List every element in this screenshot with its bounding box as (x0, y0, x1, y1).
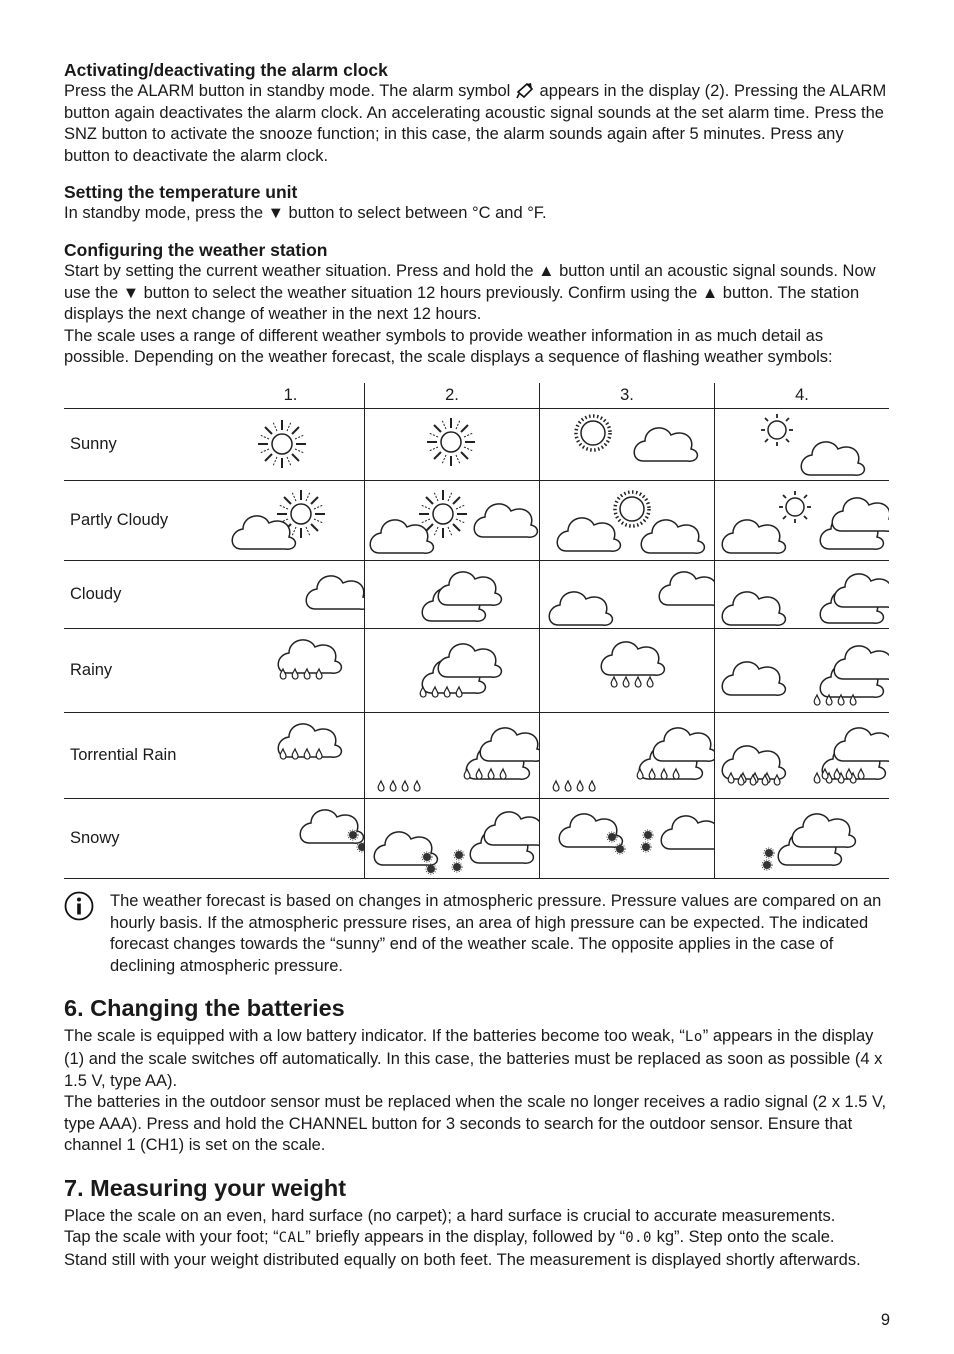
torrential-rain-icon (217, 713, 364, 797)
symbol-cell (715, 480, 890, 560)
partly-cloudy-icon (540, 481, 714, 559)
rain-icon (217, 629, 364, 711)
snow-icon (540, 799, 714, 877)
symbol-cell (365, 712, 540, 798)
row-label: Sunny (64, 408, 217, 480)
col-header: 2. (365, 383, 540, 409)
weight-heading: 7. Measuring your weight (64, 1174, 347, 1201)
sun-icon (365, 409, 539, 479)
weather-station-text1: Start by setting the current weather situation. Press and hold the ▲ button until an acoustic signal sounds. Now use the ▼ button to select the weather situation 12 hours previously. Confirm using the ▲ button. The station displays the next change of weather in the next 12 hours. (64, 261, 876, 324)
batteries-text1-a: The scale is equipped with a low battery indicator. If the batteries become too weak, “ (64, 1027, 685, 1046)
batteries-heading: 6. Changing the batteries (64, 995, 345, 1022)
symbol-cell (217, 798, 365, 878)
symbol-cell (540, 560, 715, 628)
torrential-rain-icon (365, 713, 539, 797)
weight-text3: Stand still with your weight distributed equally on both feet. The measurement is displayed shortly afterwards. (64, 1251, 861, 1270)
lo-display-code: Lo (684, 1029, 703, 1046)
info-note (64, 891, 890, 977)
weight-text2-b: ” briefly appears in the display, followed by “ (305, 1228, 626, 1247)
cloud-icon (365, 561, 539, 627)
symbol-cell (540, 628, 715, 712)
symbol-cell (715, 712, 890, 798)
weight-text1: Place the scale on an even, hard surface (no carpet); a hard surface is crucial to accurate measurements. (64, 1206, 836, 1225)
alarm-section (64, 60, 890, 167)
symbol-cell (217, 628, 365, 712)
symbol-cell (715, 408, 890, 480)
partly-cloudy-icon (715, 481, 889, 559)
partly-cloudy-icon (217, 481, 364, 559)
symbol-cell (217, 560, 365, 628)
sun-icon (217, 409, 364, 479)
info-icon (64, 891, 94, 921)
rain-icon (540, 629, 714, 711)
temp-unit-heading: Setting the temperature unit (64, 182, 298, 203)
row-label: Torrential Rain (64, 712, 217, 798)
table-row (64, 408, 889, 480)
row-label: Snowy (64, 798, 217, 878)
row-label: Partly Cloudy (64, 480, 217, 560)
temp-unit-text: In standby mode, press the ▼ button to select between °C and °F. (64, 204, 547, 223)
batteries-text1-b: ” appears in the display (1) and the scale switches off automatically. In this case, the batteries must be replaced as soon as possible (4 x 1.5 V, type AA). (64, 1027, 883, 1090)
symbol-cell (715, 628, 890, 712)
table-row (64, 628, 889, 712)
weight-text2-c: kg”. Step onto the scale. (651, 1228, 835, 1247)
sun-cloud-icon (715, 409, 889, 479)
symbol-cell (365, 628, 540, 712)
page-number: 9 (880, 1311, 890, 1329)
partly-cloudy-icon (365, 481, 539, 559)
cal-display-code: CAL (278, 1230, 306, 1247)
table-row (64, 480, 889, 560)
symbol-cell (217, 408, 365, 480)
weight-text2 (64, 1227, 890, 1250)
batteries-text2: The batteries in the outdoor sensor must be replaced when the scale no longer receives a radio signal (2 x 1.5 V, type AAA). Press and hold the CHANNEL button for 3 seconds to search for the outdoor sensor. Ensure that channel 1 (CH1) is set on the scale. (64, 1093, 887, 1155)
table-row (64, 560, 889, 628)
sun-cloud-icon (540, 409, 714, 479)
page-content (64, 60, 890, 1272)
alarm-text-part1: Press the ALARM button in standby mode. The alarm symbol (64, 82, 511, 100)
col-header: 1. (217, 383, 365, 409)
rain-icon (715, 629, 889, 711)
snow-icon (715, 799, 889, 877)
table-header-empty (64, 383, 217, 409)
weather-station-section (64, 240, 890, 369)
cloud-icon (217, 561, 364, 627)
temp-unit-section (64, 182, 890, 225)
col-header: 4. (715, 383, 890, 409)
col-header: 3. (540, 383, 715, 409)
torrential-rain-icon (540, 713, 714, 797)
alarm-heading: Activating/deactivating the alarm clock (64, 60, 388, 80)
cloud-icon (715, 561, 889, 627)
alarm-text-part2: appears in the display (2). Pressing the ALARM button again deactivates the alarm clock. An accelerating acoustic signal sounds at the set alarm time. Press the SNZ button to activate the snooze function; in this case, the alarm sounds again after 5 minutes. Press any button to deactivate the alarm clock. (64, 82, 887, 165)
alarm-bell-icon (515, 81, 535, 99)
weather-station-heading: Configuring the weather station (64, 239, 328, 260)
symbol-cell (715, 560, 890, 628)
symbol-cell (365, 480, 540, 560)
torrential-rain-icon (715, 713, 889, 797)
batteries-text1 (64, 1026, 890, 1092)
rain-icon (365, 629, 539, 711)
weather-station-text2: The scale uses a range of different weather symbols to provide weather information in as much detail as possible. Depending on the weather forecast, the scale displays a sequence of flashing weather symbols: (64, 326, 833, 367)
symbol-cell (540, 798, 715, 878)
info-text: The weather forecast is based on changes in atmospheric pressure. Pressure values are compared on an hourly basis. If the atmospheric pressure rises, an area of high pressure can be expected. The indicated forecast changes towards the “sunny” end of the weather scale. The opposite applies in the case of declining atmospheric pressure. (110, 891, 882, 975)
symbol-cell (365, 798, 540, 878)
symbol-cell (365, 560, 540, 628)
zero-display-code: 0.0 (625, 1230, 652, 1247)
snow-icon (217, 799, 364, 877)
weather-symbol-table (64, 383, 889, 879)
symbol-cell (540, 712, 715, 798)
symbol-cell (217, 480, 365, 560)
table-row (64, 798, 889, 878)
symbol-cell (540, 408, 715, 480)
snow-icon (365, 799, 539, 877)
table-row (64, 712, 889, 798)
symbol-cell (365, 408, 540, 480)
row-label: Rainy (64, 628, 217, 712)
weight-text2-a: Tap the scale with your foot; “ (64, 1228, 279, 1247)
symbol-cell (715, 798, 890, 878)
cloud-icon (540, 561, 714, 627)
row-label: Cloudy (64, 560, 217, 628)
table-header-row (64, 383, 889, 409)
symbol-cell (540, 480, 715, 560)
alarm-text (64, 81, 890, 167)
symbol-cell (217, 712, 365, 798)
